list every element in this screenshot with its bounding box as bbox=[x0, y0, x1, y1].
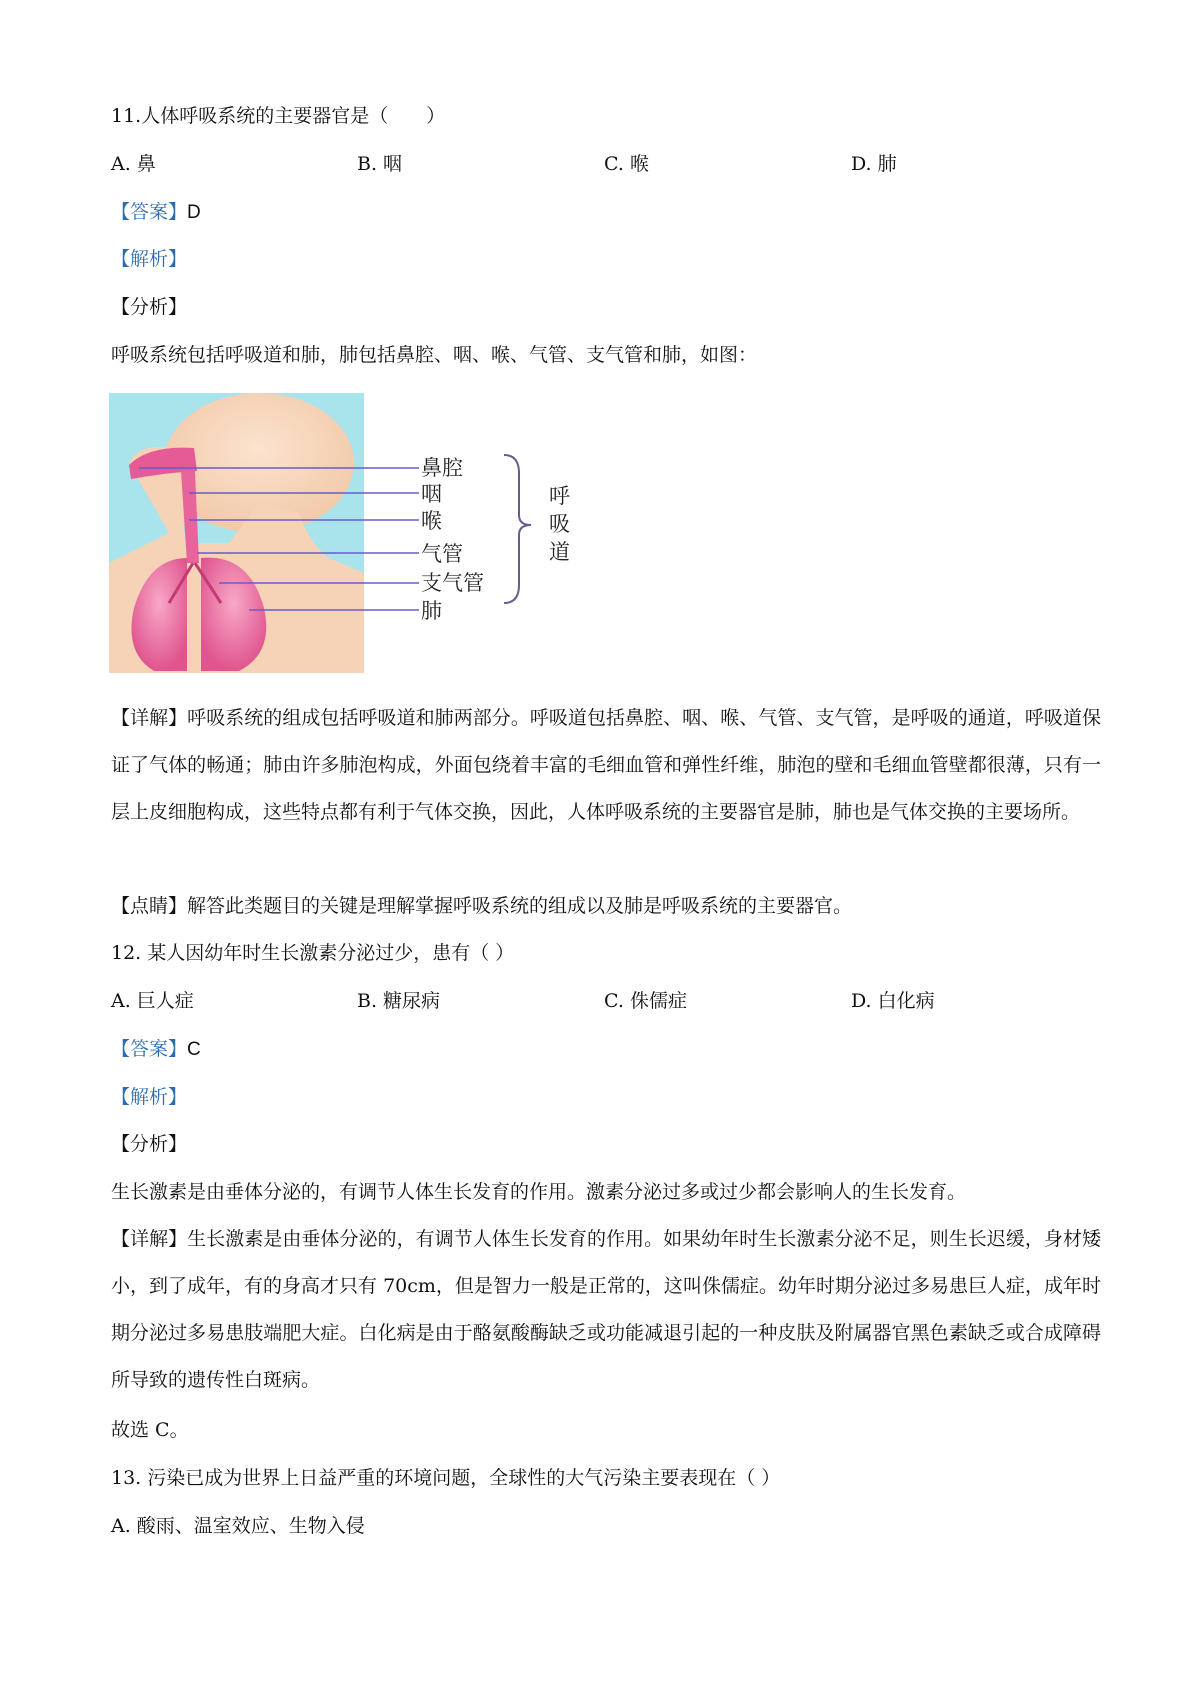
question-11-stem: 11.人体呼吸系统的主要器官是（ ） bbox=[111, 105, 446, 127]
answer-value: D bbox=[187, 202, 201, 223]
group-label-char-2: 吸 bbox=[549, 512, 570, 536]
q12-conclusion: 故选 C。 bbox=[111, 1419, 189, 1441]
q12-option-d: D. 白化病 bbox=[851, 990, 935, 1012]
q12-option-a: A. 巨人症 bbox=[111, 990, 194, 1012]
brace-shape bbox=[504, 455, 531, 603]
respiratory-system-diagram bbox=[109, 393, 609, 673]
answer-label: 【答案】 bbox=[111, 1038, 188, 1060]
q11-answer bbox=[111, 200, 201, 225]
q13-option-a: A. 酸雨、温室效应、生物入侵 bbox=[111, 1515, 365, 1537]
q12-fenxi-label: 【分析】 bbox=[111, 1133, 188, 1155]
question-13-stem: 13. 污染已成为世界上日益严重的环境问题，全球性的大气污染主要表现在（ ） bbox=[111, 1467, 781, 1489]
answer-label: 【答案】 bbox=[111, 201, 188, 223]
q11-tip: 【点睛】解答此类题目的关键是理解掌握呼吸系统的组成以及肺是呼吸系统的主要器官。 bbox=[111, 895, 853, 917]
label-pharynx: 咽 bbox=[421, 482, 442, 506]
q11-option-c: C. 喉 bbox=[604, 153, 649, 175]
q11-fenxi-label: 【分析】 bbox=[111, 296, 188, 318]
group-label-char-3: 道 bbox=[549, 540, 570, 564]
q11-option-d: D. 肺 bbox=[851, 153, 897, 175]
label-trachea: 气管 bbox=[421, 542, 463, 566]
q11-detail: 【详解】呼吸系统的组成包括呼吸道和肺两部分。呼吸道包括鼻腔、咽、喉、气管、支气管，是呼吸的通道，呼吸道保证了气体的畅通；肺由许多肺泡构成，外面包绕着丰富的毛细血管和弹性纤维，肺泡的壁和毛细血管壁都很薄，只有一层上皮细胞构成，这些特点都有利于气体交换，因此，人体呼吸系统的主要器官是肺，肺也是气体交换的主要场所。 bbox=[111, 707, 1101, 823]
label-bronchi: 支气管 bbox=[421, 571, 484, 595]
q11-fenxi-text: 呼吸系统包括呼吸道和肺，肺包括鼻腔、咽、喉、气管、支气管和肺，如图： bbox=[111, 344, 758, 366]
label-lung: 肺 bbox=[421, 599, 442, 623]
q12-answer bbox=[111, 1037, 201, 1062]
q11-option-a: A. 鼻 bbox=[111, 153, 156, 175]
q12-option-c: C. 侏儒症 bbox=[604, 990, 687, 1012]
label-larynx: 喉 bbox=[421, 509, 442, 533]
answer-value: C bbox=[187, 1039, 201, 1060]
q12-analysis-label: 【解析】 bbox=[111, 1086, 188, 1108]
q12-detail: 【详解】生长激素是由垂体分泌的，有调节人体生长发育的作用。如果幼年时生长激素分泌不足，则生长迟缓，身材矮小，到了成年，有的身高才只有 70cm，但是智力一般是正常的，这叫侏儒症。幼年时期分泌过多易患巨人症，成年时期分泌过多易患肢端肥大症。白化病是由于酪氨酸酶缺乏或功能减退引起的一种皮肤及附属器官黑色素缺乏或合成障碍所导致的遗传性白斑病。 bbox=[111, 1228, 1101, 1391]
question-12-stem: 12. 某人因幼年时生长激素分泌过少，患有（ ） bbox=[111, 942, 515, 964]
label-nasal-cavity: 鼻腔 bbox=[421, 456, 463, 480]
group-label-char-1: 呼 bbox=[549, 484, 570, 508]
q11-option-b: B. 咽 bbox=[357, 153, 403, 175]
q12-fenxi-text: 生长激素是由垂体分泌的，有调节人体生长发育的作用。激素分泌过多或过少都会影响人的生长发育。 bbox=[111, 1181, 967, 1203]
q11-analysis-label: 【解析】 bbox=[111, 248, 188, 270]
q12-option-b: B. 糖尿病 bbox=[357, 990, 441, 1012]
